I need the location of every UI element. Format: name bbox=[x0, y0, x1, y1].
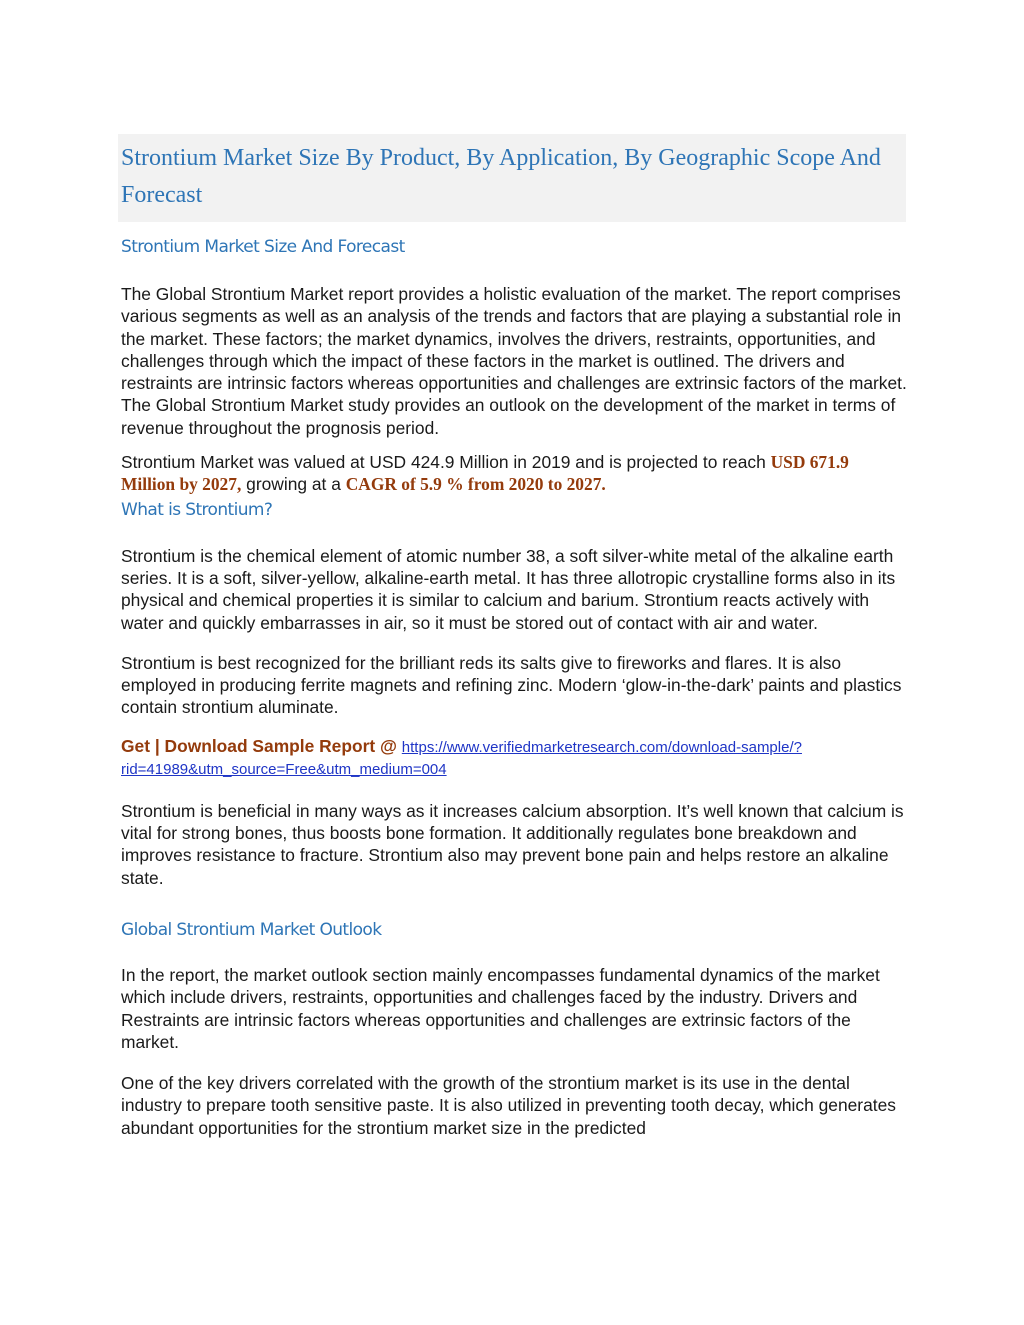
paragraph-benefits: Strontium is beneficial in many ways as it increases calcium absorption. It’s well known that calcium is vital for strong bones, thus boosts bone formation. It additionally regulates bone breakdown and improves resistance to fracture. Strontium also may prevent bone pain and helps restore an alkaline state. bbox=[121, 800, 904, 888]
paragraph-outlook: In the report, the market outlook section mainly encompasses fundamental dynamics of the market which include drivers, restraints, opportunities and challenges faced by the industry. Drivers and Restraints are intrinsic factors whereas opportunities and challenges are extrinsic factors of the market. bbox=[121, 964, 880, 1052]
paragraph-definition: Strontium is the chemical element of atomic number 38, a soft silver-white metal of the alkaline earth series. It is a soft, silver-yellow, alkaline-earth metal. It has three allotropic crystalline forms also in its physical and chemical properties it is similar to calcium and barium. Strontium reacts actively with water and quickly embarrasses in air, so it must be stored out of contact with air and water. bbox=[121, 545, 896, 633]
title-banner bbox=[118, 134, 906, 222]
cagr-highlight: CAGR of 5.9 % from 2020 to 2027. bbox=[345, 474, 606, 495]
paragraph-valuation bbox=[121, 451, 907, 496]
article-body bbox=[121, 236, 907, 1139]
section-heading-market-size: Strontium Market Size And Forecast bbox=[121, 237, 405, 257]
forecast-value-highlight: USD 671.9 Million by 2027, bbox=[121, 452, 849, 495]
download-sample-label: Get | Download Sample Report @ bbox=[121, 735, 397, 756]
growth-text: growing at a bbox=[241, 474, 346, 495]
valuation-text: Strontium Market was valued at USD 424.9 Million in 2019 and is projected to reach bbox=[121, 452, 771, 473]
paragraph-drivers: One of the key drivers correlated with the growth of the strontium market is its use in the dental industry to prepare tooth sensitive paste. It is also utilized in preventing tooth decay, which generates abundant opportunities for the strontium market size in the predicted bbox=[121, 1073, 896, 1138]
section-heading-outlook: Global Strontium Market Outlook bbox=[121, 919, 382, 940]
page-title: Strontium Market Size By Product, By Application, By Geographic Scope And Forecast bbox=[121, 145, 881, 208]
section-heading-what-is: What is Strontium? bbox=[121, 499, 273, 520]
paragraph-uses: Strontium is best recognized for the brilliant reds its salts give to fireworks and flares. It is also employed in producing ferrite magnets and refining zinc. Modern ‘glow-in-the-dark’ paints and plastics contain strontium aluminate. bbox=[121, 652, 902, 718]
paragraph-overview: The Global Strontium Market report provides a holistic evaluation of the market. The report comprises various segments as well as an analysis of the trends and factors that are playing a substantial role in the market. These factors; the market dynamics, involves the drivers, restraints, opportunities, and challenges through which the impact of these factors in the market is outlined. The drivers and restraints are intrinsic factors whereas opportunities and challenges are extrinsic factors of the market. The Global Strontium Market study provides an outlook on the development of the market in terms of revenue throughout the prognosis period. bbox=[121, 284, 907, 438]
download-sample-link[interactable]: https://www.verifiedmarketresearch.com/download-sample/?rid=41989&utm_source=Free&utm_medium=004 bbox=[121, 738, 802, 778]
download-sample-line bbox=[121, 736, 907, 780]
